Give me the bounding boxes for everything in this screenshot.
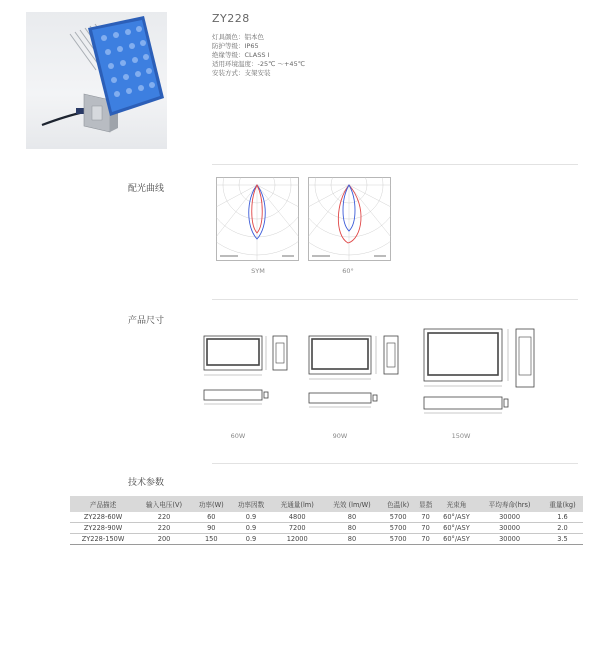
section-title-tech-params: 技术参数 [128,478,165,488]
table-cell: 3.5 [542,534,583,545]
column-header: 功率(W) [192,496,231,512]
table-cell: 220 [136,512,192,523]
spec-temperature: 适用环境温度：-25℃ ～+45℃ [212,60,305,68]
model-title: ZY228 [212,12,250,25]
table-cell: 60°/ASY [436,534,477,545]
table-row [70,534,583,545]
table-cell: 70 [415,523,435,534]
spec-installation: 安装方式：支架安装 [212,69,271,77]
table-cell: 30000 [477,523,542,534]
dimension-drawing-90w [305,333,405,413]
column-header: 平均寿命(hrs) [477,496,542,512]
table-cell: 80 [323,523,381,534]
table-cell: 4800 [271,512,322,523]
table-cell: 30000 [477,534,542,545]
divider [212,463,578,464]
table-cell: ZY228-150W [70,534,136,545]
spec-color: 灯具颜色：铝本色 [212,33,264,41]
table-cell: 5700 [381,534,415,545]
table-cell: 12000 [271,534,322,545]
table-cell: 90 [192,523,231,534]
curve-caption-60: 60° [342,267,354,275]
section-title-dimensions: 产品尺寸 [128,316,165,326]
product-photo [26,12,167,149]
drawing-caption-60w: 60W [230,432,246,440]
table-cell: 200 [136,534,192,545]
curve-caption-sym: SYM [251,267,265,275]
dimension-drawing-150w [420,325,545,417]
table-cell: 0.9 [231,523,272,534]
table-row [70,512,583,523]
divider [212,164,578,165]
column-header: 光效 (lm/W) [323,496,381,512]
table-header-row [70,496,583,512]
table-cell: 150 [192,534,231,545]
column-header: 色温(k) [381,496,415,512]
table-cell: 7200 [271,523,322,534]
table-cell: 70 [415,534,435,545]
table-cell: ZY228-90W [70,523,136,534]
table-cell: 60 [192,512,231,523]
column-header: 重量(kg) [542,496,583,512]
table-cell: 0.9 [231,534,272,545]
table-cell: 80 [323,512,381,523]
table-cell: 2.0 [542,523,583,534]
table-cell: 70 [415,512,435,523]
drawing-caption-90w: 90W [332,432,348,440]
column-header: 光通量(lm) [271,496,322,512]
table-cell: 5700 [381,512,415,523]
table-cell: 80 [323,534,381,545]
section-title-light-curve: 配光曲线 [128,184,165,194]
table-cell: 1.6 [542,512,583,523]
table-cell: 60°/ASY [436,523,477,534]
table-cell: 60°/ASY [436,512,477,523]
column-header: 产品描述 [70,496,136,512]
drawing-caption-150w: 150W [451,432,471,440]
column-header: 光束角 [436,496,477,512]
column-header: 输入电压(V) [136,496,192,512]
table-row [70,523,583,534]
spec-ip: 防护等级：IP65 [212,42,259,50]
column-header: 功率因数 [231,496,272,512]
spec-insulation: 绝缘等级：CLASS Ⅰ [212,51,270,59]
spec-table [70,496,583,545]
light-curve-chart-60 [308,177,391,261]
table-cell: 0.9 [231,512,272,523]
light-curve-chart-sym [216,177,299,261]
divider [212,299,578,300]
column-header: 显指 [415,496,435,512]
table-cell: ZY228-60W [70,512,136,523]
dimension-drawing-60w [200,333,295,413]
table-cell: 5700 [381,523,415,534]
table-cell: 30000 [477,512,542,523]
table-cell: 220 [136,523,192,534]
